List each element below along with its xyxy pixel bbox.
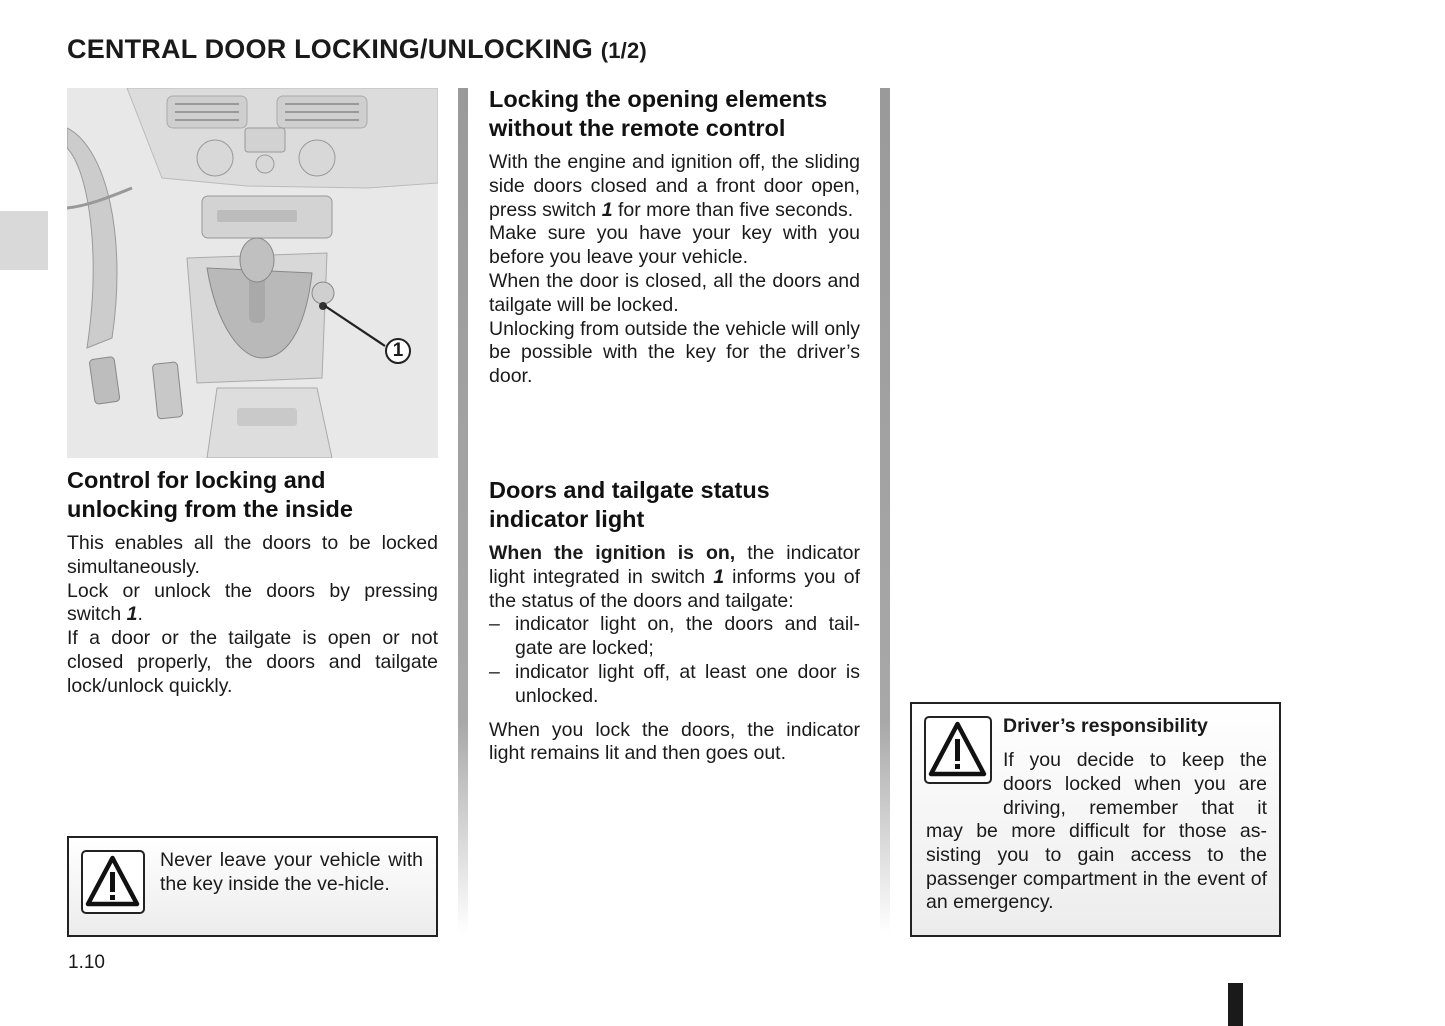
column-divider-1 — [458, 88, 468, 933]
status-bullet-2: – indicator light off, at least one door is unlocked. — [489, 660, 860, 707]
section-inside-heading: Control for locking and unlocking from the inside — [67, 467, 353, 522]
warning-triangle-icon-right — [924, 716, 992, 784]
dashboard-illustration: 27151 1 — [67, 88, 438, 458]
warning-right-text: may be more difficult for those as-sisting you to gain access to the passenger compartment in the event of an emergency. — [926, 820, 1267, 914]
section-status — [489, 476, 860, 766]
warning-right-title: Driver’s responsibility — [1003, 715, 1208, 737]
warning-right-line3: driving, remember that it — [1003, 796, 1267, 819]
section-locking-p1: With the engine and ignition off, the sliding side doors closed and a front door open, press switch 1 for more than five seconds. — [489, 151, 860, 221]
section-locking-p2: Make sure you have your key with you before you leave your vehicle. — [489, 222, 860, 269]
callout-badge — [385, 338, 411, 364]
section-inside-p2: Lock or unlock the doors by pressing switch 1. — [67, 579, 438, 626]
page-title-text: CENTRAL DOOR LOCKING/UNLOCKING — [67, 34, 593, 64]
page-number: 1.10 — [68, 952, 105, 973]
section-status-heading: Doors and tailgate status indicator light — [489, 477, 770, 532]
page-title — [67, 34, 647, 65]
dashboard-drawing — [67, 88, 438, 458]
section-locking-p3: When the door is closed, all the doors and tailgate will be locked. — [489, 269, 860, 316]
section-inside-p3: If a door or the tailgate is open or not closed properly, the doors and tailgate lock/unlock quickly. — [67, 627, 438, 697]
warning-right-line1: If you decide to keep the — [1003, 749, 1267, 771]
section-inside-control — [67, 466, 438, 699]
page-edge-marker — [1228, 983, 1243, 1026]
section-locking-heading: Locking the opening elements without the remote control — [489, 86, 828, 141]
column-divider-2 — [880, 88, 890, 933]
warning-left-text: Never leave your vehicle with the key inside the ve-hicle. — [160, 849, 423, 895]
section-inside-p1: This enables all the doors to be locked simultaneously. — [67, 532, 438, 578]
warning-box-left — [67, 836, 438, 937]
status-bullet-1: – indicator light on, the doors and tail-gate are locked; — [489, 613, 860, 660]
section-locking-p4: Unlocking from outside the vehicle will only be possible with the key for the driver’s door. — [489, 317, 860, 388]
warning-right-lines — [1003, 749, 1267, 820]
warning-box-right — [910, 702, 1281, 937]
warning-triangle-icon — [81, 850, 145, 914]
section-locking — [489, 85, 860, 389]
callout-number: 1 — [392, 340, 404, 361]
chapter-tab — [0, 211, 48, 270]
section-status-intro: When the ignition is on, the indicator light integrated in switch 1 informs you of the status of the doors and tailgate: — [489, 542, 861, 612]
page-title-part: (1/2) — [600, 38, 647, 63]
section-status-closing: When you lock the doors, the indicator light remains lit and then goes out. — [489, 718, 860, 765]
warning-right-line2: doors locked when you are — [1003, 772, 1267, 795]
